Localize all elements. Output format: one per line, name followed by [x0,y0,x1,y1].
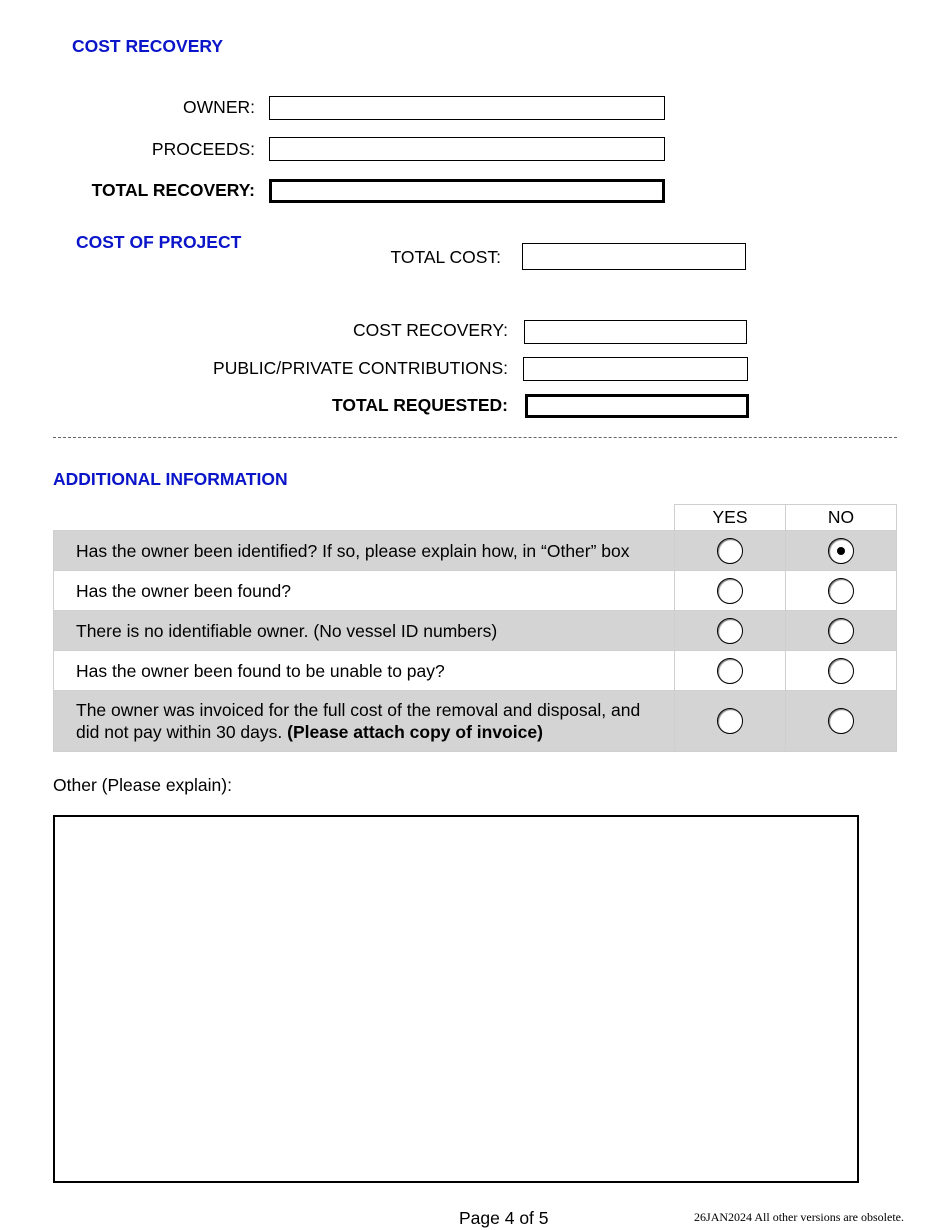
yes-radio[interactable] [717,658,743,684]
cost-recovery-label: COST RECOVERY: [353,320,508,340]
question-text: Has the owner been found to be unable to pay? [54,651,675,691]
question-text: There is no identifiable owner. (No vessel ID numbers) [54,611,675,651]
yes-radio[interactable] [717,708,743,734]
table-row [54,571,897,611]
table-header-row [54,505,897,531]
table-row [54,691,897,752]
contributions-field[interactable] [523,357,748,381]
total-requested-label: TOTAL REQUESTED: [332,395,508,415]
table-row [54,611,897,651]
col-yes-header: YES [675,505,786,531]
table-header-blank [54,505,675,531]
yes-radio[interactable] [717,578,743,604]
question-cell [54,691,675,752]
total-cost-label: TOTAL COST: [390,247,501,267]
no-radio[interactable] [828,538,854,564]
question-text: The owner was invoiced for the full cost of the removal and disposal, and did not pay within 30 days. [76,700,641,742]
no-radio[interactable] [828,658,854,684]
table-row [54,531,897,571]
proceeds-label: PROCEEDS: [151,139,255,159]
no-radio[interactable] [828,578,854,604]
total-recovery-field[interactable] [269,179,665,203]
table-row [54,651,897,691]
additional-info-table [53,504,897,752]
cost-recovery-title: COST RECOVERY [72,36,224,56]
total-recovery-label: TOTAL RECOVERY: [91,180,255,200]
additional-info-title: ADDITIONAL INFORMATION [53,469,288,489]
total-requested-field[interactable] [525,394,749,418]
yes-radio[interactable] [717,618,743,644]
other-label: Other (Please explain): [53,775,232,795]
proceeds-field[interactable] [269,137,665,161]
question-emphasis: (Please attach copy of invoice) [287,722,543,742]
cost-of-project-title: COST OF PROJECT [76,232,242,252]
question-text: Has the owner been identified? If so, please explain how, in “Other” box [54,531,675,571]
question-text: Has the owner been found? [54,571,675,611]
section-divider [53,437,897,438]
page-number: Page 4 of 5 [459,1208,549,1228]
contributions-label: PUBLIC/PRIVATE CONTRIBUTIONS: [213,358,508,378]
col-no-header: NO [786,505,897,531]
cost-recovery-field[interactable] [524,320,747,344]
owner-field[interactable] [269,96,665,120]
no-radio[interactable] [828,708,854,734]
owner-label: OWNER: [183,97,255,117]
total-cost-field[interactable] [522,243,746,270]
other-textarea[interactable] [53,815,859,1183]
no-radio[interactable] [828,618,854,644]
version-note: 26JAN2024 All other versions are obsolete. [694,1210,904,1224]
yes-radio[interactable] [717,538,743,564]
